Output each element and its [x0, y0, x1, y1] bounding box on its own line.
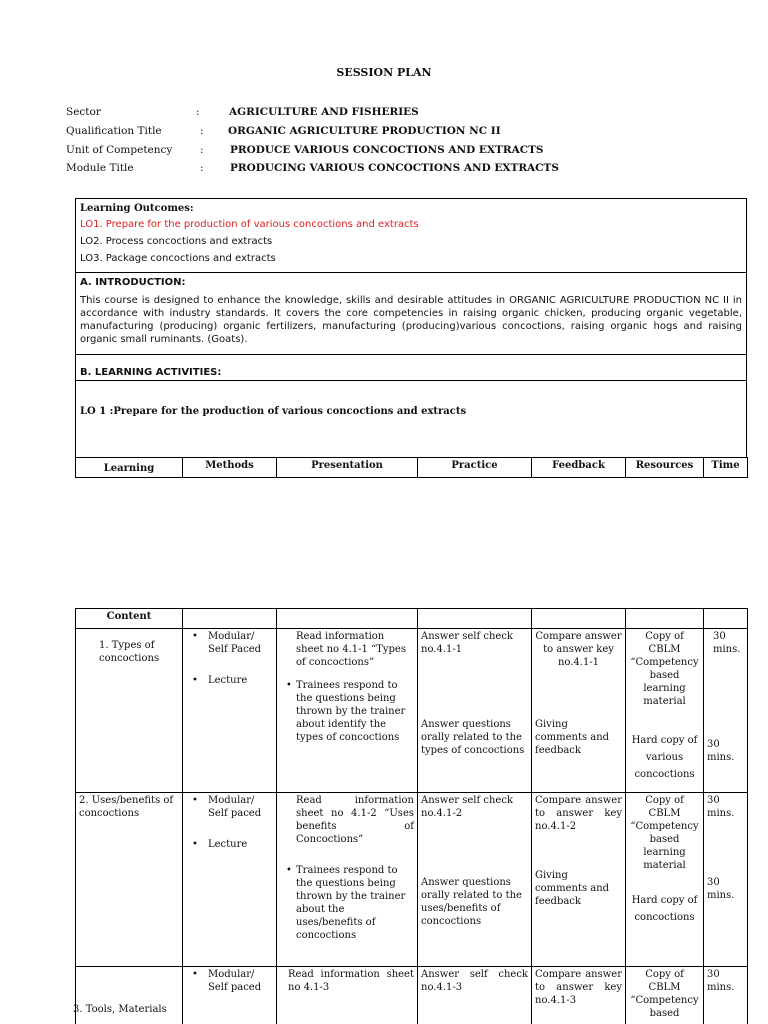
col-header-resources: Resources: [626, 458, 704, 478]
table-row: [76, 967, 748, 1024]
learning-outcome-item: LO3. Package concoctions and extracts: [80, 253, 276, 264]
col-header-methods: Methods: [183, 458, 277, 478]
learning-outcomes-heading: Learning Outcomes:: [80, 203, 194, 214]
method-item: • Lecture: [186, 838, 273, 851]
feedback-text: Giving comments and feedback: [535, 870, 610, 907]
meta-colon: :: [200, 162, 204, 174]
time-text: 30 mins.: [707, 795, 735, 819]
lo1-heading: LO 1 :Prepare for the production of various concoctions and extracts: [80, 406, 467, 417]
meta-value: PRODUCE VARIOUS CONCOCTIONS AND EXTRACTS: [230, 144, 544, 156]
method-item: • Lecture: [186, 674, 273, 687]
meta-label: Unit of Competency: [66, 144, 173, 156]
feedback-text: Compare answer to answer key no.4.1-2: [535, 795, 622, 832]
presentation-text: Read information sheet no 4.1-3: [288, 969, 414, 993]
meta-colon: :: [196, 106, 200, 118]
learning-activities-heading: B. LEARNING ACTIVITIES:: [80, 367, 222, 378]
method-item: • Modular/ Self paced: [186, 968, 273, 994]
practice-text: Answer self check no.4.1-2: [421, 795, 513, 819]
learning-outcome-item: LO2. Process concoctions and extracts: [80, 236, 273, 247]
introduction-box: [75, 272, 747, 354]
learning-outcome-item: LO1. Prepare for the production of various concoctions and extracts: [80, 219, 419, 230]
practice-text: Answer questions orally related to the types of concoctions: [421, 719, 525, 756]
meta-colon: :: [200, 125, 204, 137]
meta-label: Module Title: [66, 162, 134, 174]
content-cell: 2. Uses/benefits of concoctions: [79, 795, 174, 819]
meta-value: AGRICULTURE AND FISHERIES: [229, 106, 419, 118]
practice-text: Answer self check no.4.1-3: [421, 969, 528, 993]
page-title: SESSION PLAN: [336, 66, 432, 79]
resources-text: Copy of CBLM “Competency based learning material: [630, 795, 699, 871]
presentation-text: Read information sheet no 4.1-1 “Types of concoctions”: [296, 631, 406, 668]
learning-outcomes-box: [75, 198, 747, 272]
method-item: • Modular/ Self Paced: [186, 630, 273, 656]
meta-value: PRODUCING VARIOUS CONCOCTIONS AND EXTRACTS: [230, 162, 559, 174]
activities-table: [75, 608, 748, 1024]
presentation-item: • Trainees respond to the questions being thrown by the trainer about identify the types of concoctions: [280, 679, 414, 744]
method-item: • Modular/ Self paced: [186, 794, 273, 820]
col-header-practice: Practice: [418, 458, 532, 478]
presentation-item: • Trainees respond to the questions being thrown by the trainer about the uses/benefits of concoctions: [280, 864, 414, 942]
lo1-box: [75, 380, 747, 457]
resources-text: Copy of CBLM “Competency based: [630, 969, 699, 1019]
content-header: Content: [76, 609, 183, 629]
feedback-text: Compare answer to answer key no.4.1-3: [535, 969, 622, 1006]
meta-value: ORGANIC AGRICULTURE PRODUCTION NC II: [228, 125, 501, 137]
resources-text: Copy of CBLM “Competency based learning material: [630, 631, 699, 707]
time-text: 30 mins.: [707, 739, 735, 763]
presentation-text: Read information sheet no 4.1-2 “Uses benefits of Concoctions”: [296, 795, 414, 845]
resources-text: Hard copy of various concoctions: [631, 735, 698, 780]
time-text: 30 mins.: [707, 877, 735, 901]
meta-label: Qualification Title: [66, 125, 162, 137]
col-header-feedback: Feedback: [532, 458, 626, 478]
meta-label: Sector: [66, 106, 101, 118]
time-text: 30 mins.: [713, 631, 741, 655]
col-header-presentation: Presentation: [277, 458, 418, 478]
activities-header-table: [75, 457, 748, 478]
content-cell: 3. Tools, Materials: [73, 1004, 167, 1015]
practice-text: Answer self check no.4.1-1: [421, 631, 513, 655]
practice-text: Answer questions orally related to the uses/benefits of concoctions: [421, 877, 522, 927]
col-header-learning: Learning: [76, 458, 183, 478]
learning-activities-box: [75, 354, 747, 380]
feedback-text: Compare answer to answer key no.4.1-1: [535, 631, 622, 668]
col-header-time: Time: [704, 458, 748, 478]
feedback-text: Giving comments and feedback: [535, 719, 610, 756]
resources-text: Hard copy of concoctions: [631, 895, 698, 923]
table-row: [76, 629, 748, 793]
table-row: [76, 793, 748, 967]
introduction-heading: A. INTRODUCTION:: [80, 277, 186, 288]
introduction-text: This course is designed to enhance the knowledge, skills and desirable attitudes in ORGANIC AGRICULTURE PRODUCTION NC II in accordance with industry standards. It covers the core competencies in raising organic chicken, producing organic vegetable, manufacturing (producing) organic fertilizers, manufacturing (producing)various concoctions, raising organic hogs and raising organic small ruminants. (Goats).: [80, 295, 742, 345]
content-cell: 1. Types of concoctions: [99, 640, 160, 664]
time-text: 30 mins.: [707, 969, 735, 993]
meta-colon: :: [200, 144, 204, 156]
